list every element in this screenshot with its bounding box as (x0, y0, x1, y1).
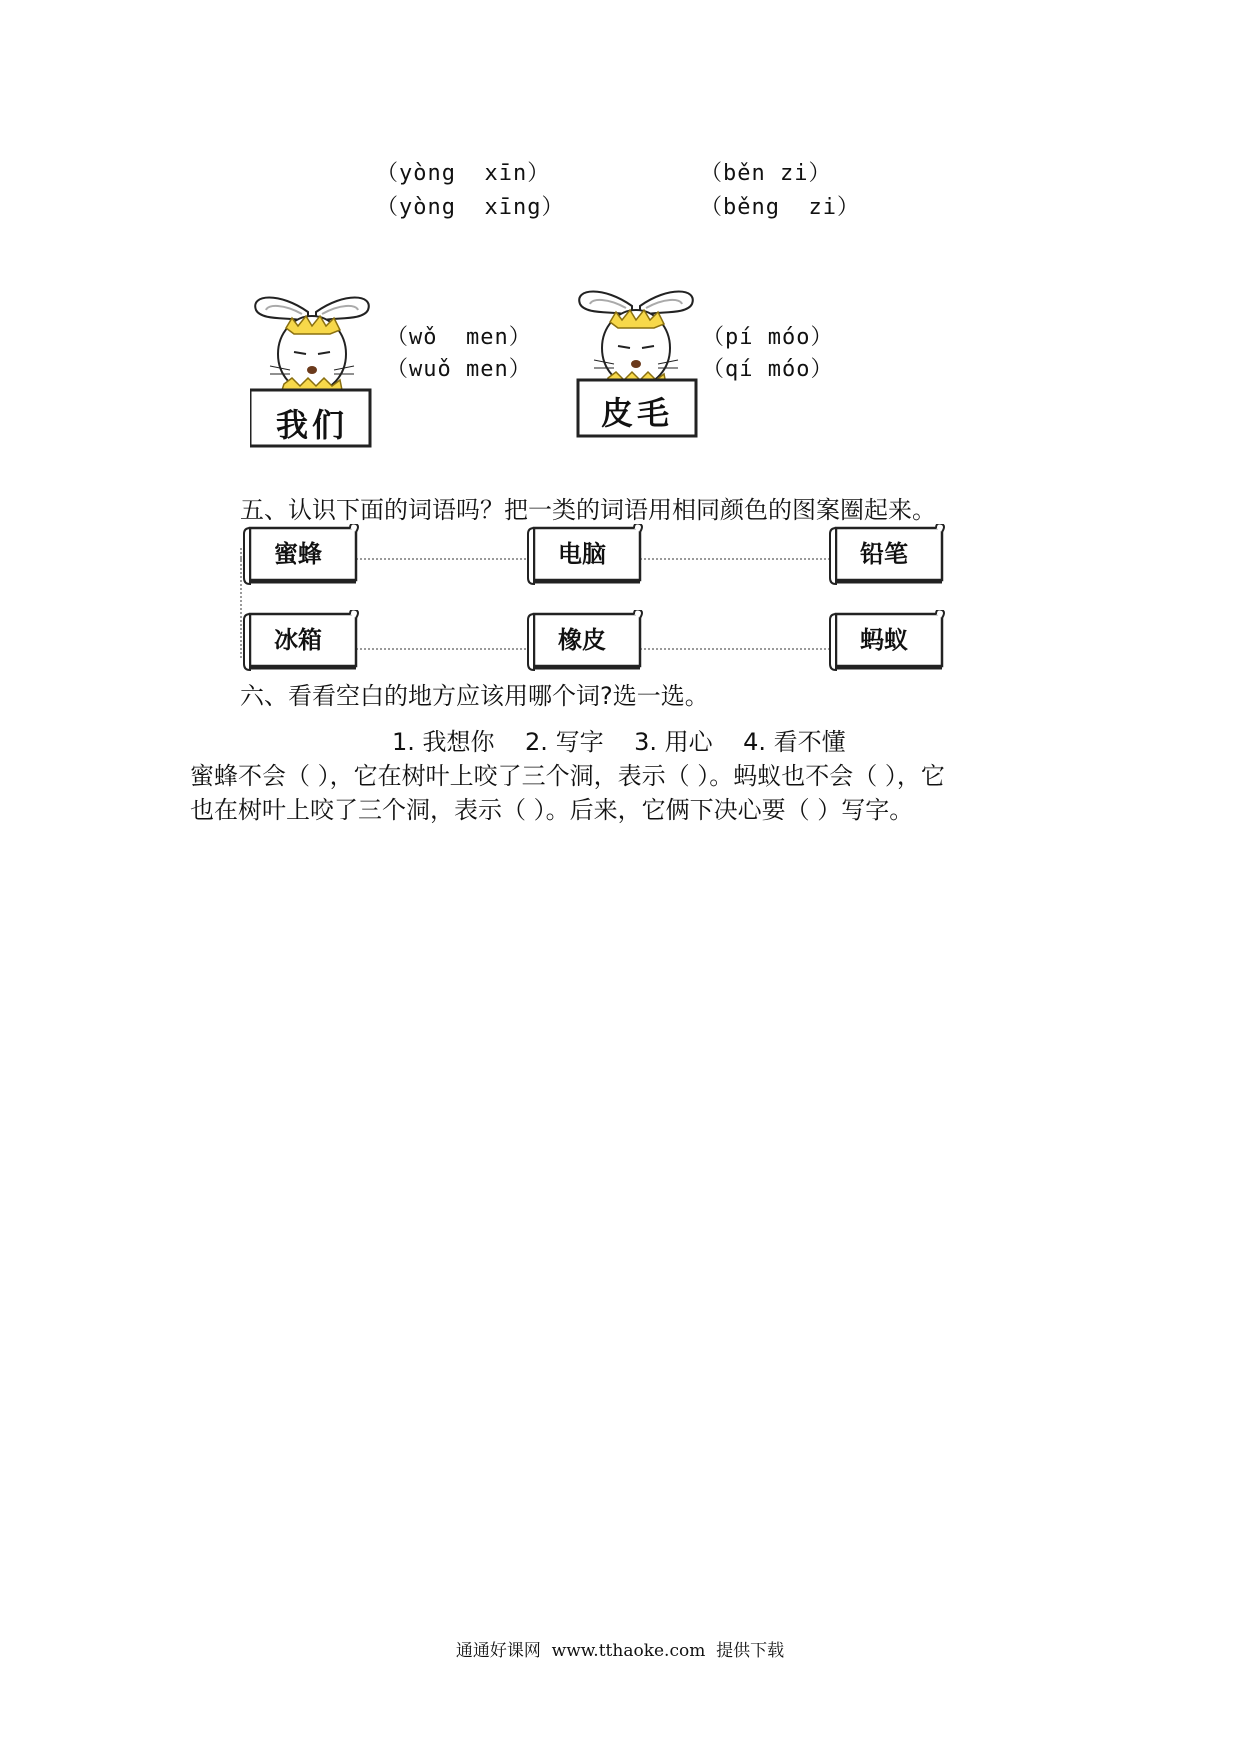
word-card-label: 蜜蜂 (274, 540, 322, 568)
word-card-label: 铅笔 (860, 540, 908, 568)
fill-blank-line-1: 蜜蜂不会（ ），它在树叶上咬了三个洞，表示（ ）。蚂蚁也不会（ ），它 (190, 762, 945, 790)
bunny-sign-word-women: 我们 (275, 406, 348, 444)
pinyin-option-wo-men: （wǒ men） (386, 325, 532, 350)
word-card-qianbi[interactable] (826, 524, 942, 582)
pinyin-option-qi-mao: （qí móo） (702, 357, 834, 382)
word-card-diannao[interactable] (524, 524, 640, 582)
word-card-mayi[interactable] (826, 610, 942, 668)
bunny-sign-illustration (250, 282, 380, 448)
section-5-title: 五、认识下面的词语吗？把一类的词语用相同颜色的图案圈起来。 (240, 496, 936, 524)
pinyin-option-yong-xin: （yòng xīn） (376, 161, 551, 186)
word-options-list: 1. 我想你 2. 写字 3. 用心 4. 看不懂 (392, 728, 846, 756)
pinyin-option-yong-xing: （yòng xīng） (376, 195, 565, 220)
fill-blank-line-2: 也在树叶上咬了三个洞，表示（ ）。后来，它俩下决心要（ ）写字。 (190, 796, 914, 824)
pinyin-option-beng-zi: （běng zi） (700, 195, 860, 220)
word-card-label: 蚂蚁 (860, 626, 908, 654)
word-card-label: 电脑 (558, 540, 606, 568)
pinyin-option-ben-zi: （běn zi） (700, 161, 832, 186)
footer-source: 通通好课网 www.tthaoke.com 提供下载 (455, 1641, 785, 1661)
word-card-mifeng[interactable] (240, 524, 356, 582)
section-6-title: 六、看看空白的地方应该用哪个词?选一选。 (240, 682, 709, 710)
word-card-label: 冰箱 (274, 626, 322, 654)
pinyin-option-wuo-men: （wuǒ men） (386, 357, 532, 382)
word-card-label: 橡皮 (558, 626, 606, 654)
bunny-sign-word-pimao: 皮毛 (600, 394, 673, 432)
word-card-bingxiang[interactable] (240, 610, 356, 668)
bunny-sign-illustration (574, 276, 704, 442)
pinyin-option-pi-mao: （pí móo） (702, 325, 834, 350)
word-card-xiangpi[interactable] (524, 610, 640, 668)
